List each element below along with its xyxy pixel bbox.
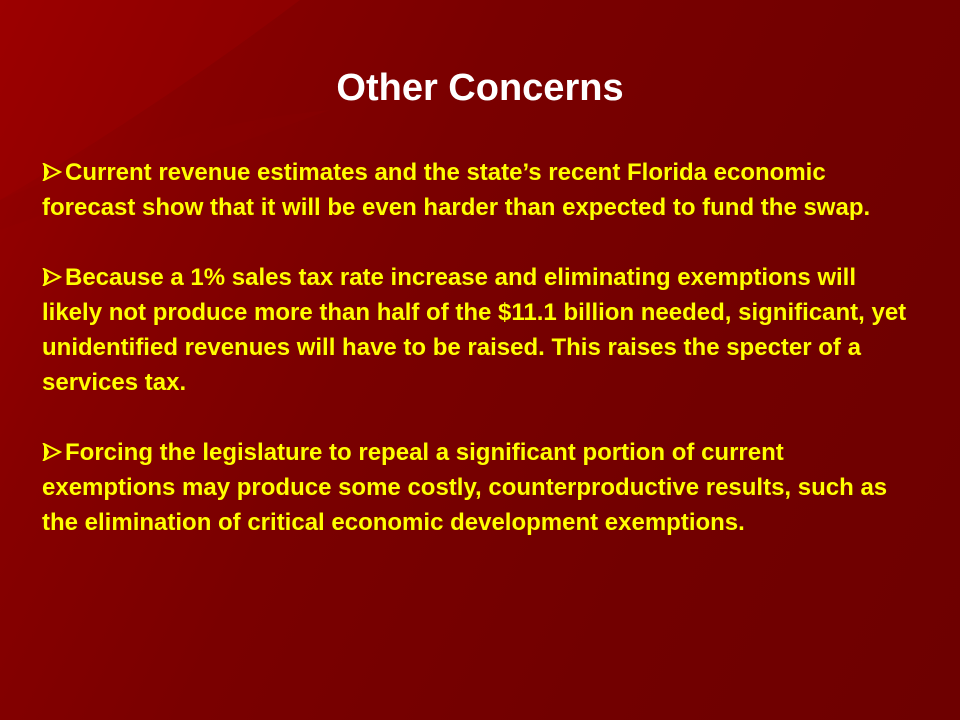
bullet-text: Current revenue estimates and the state’s recent Florida economic forecast show that it will be even harder than expected to fund the swap. [42,159,871,221]
bullet-list [42,155,922,575]
bullet-item [42,155,922,225]
arrowhead-bullet-icon [42,443,64,461]
slide-title: Other Concerns [336,67,624,109]
arrowhead-bullet-icon [42,163,64,181]
bullet-item [42,260,922,400]
arrowhead-bullet-icon [42,268,64,286]
bullet-text: Forcing the legislature to repeal a significant portion of current exemptions may produce some costly, counterproductive results, such as the elimination of critical economic development exemptions. [42,439,888,536]
bullet-text: Because a 1% sales tax rate increase and eliminating exemptions will likely not produce more than half of the $11.1 billion needed, significant, yet unidentified revenues will have to be raised. This raises the specter of a services tax. [42,264,907,396]
bullet-item [42,435,922,540]
